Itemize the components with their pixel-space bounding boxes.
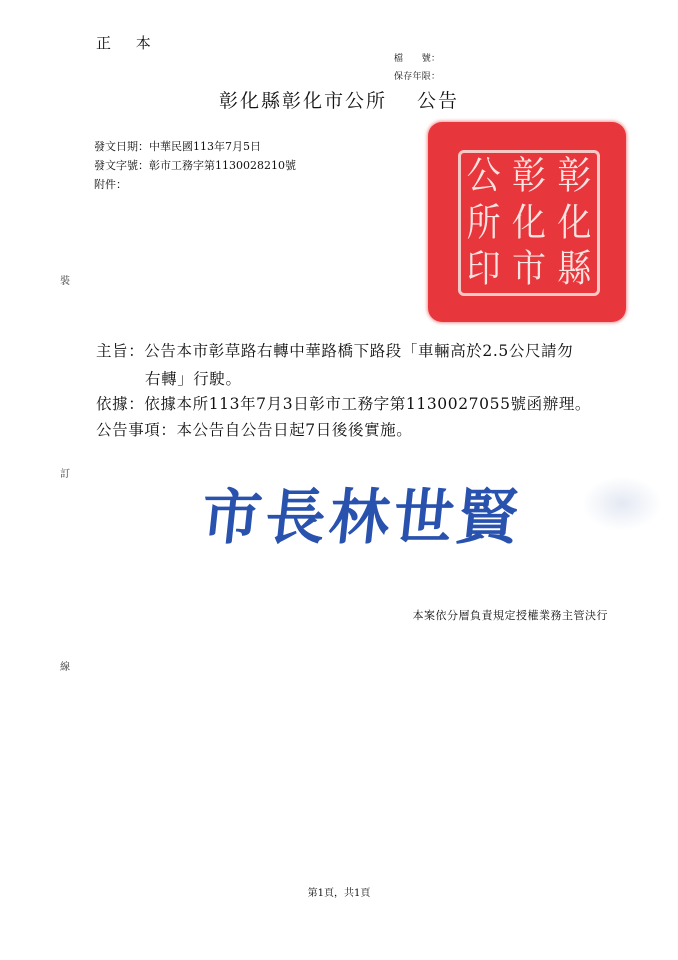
seal-char: 公 xyxy=(466,153,501,199)
subject-line-2: 右轉」行駛。 xyxy=(145,370,242,388)
reference-value: 彰市工務字第1130028210號 xyxy=(149,159,296,172)
subject-line-1: 主旨：公告本市彰草路右轉中華路橋下路段「車輛高於2.5公尺請勿 xyxy=(96,342,574,360)
delegation-note: 本案依分層負責規定授權業務主管決行 xyxy=(412,609,608,622)
binding-mark-bottom: 線 xyxy=(60,662,70,673)
seal-char: 化 xyxy=(512,200,546,246)
attachment-label: 附件： xyxy=(94,178,127,191)
issuing-org: 彰化縣彰化市公所 xyxy=(218,90,387,112)
faint-stamp-mark xyxy=(582,476,662,531)
seal-char: 印 xyxy=(466,247,501,293)
issue-date-value: 中華民國113年7月5日 xyxy=(149,140,261,153)
seal-char: 所 xyxy=(466,200,501,246)
file-number-label: 檔 號： xyxy=(394,54,440,64)
document-title xyxy=(0,86,678,113)
copy-mark: 正 本 xyxy=(96,34,161,52)
archive-info xyxy=(394,50,440,86)
seal-char: 縣 xyxy=(557,247,592,293)
mayor-signature-stamp: 市長林世賢 xyxy=(197,483,526,553)
reference-label: 發文字號： xyxy=(94,159,149,172)
document-meta xyxy=(94,137,296,194)
seal-inscription xyxy=(458,150,600,296)
seal-char: 彰 xyxy=(512,153,546,199)
retention-label: 保存年限： xyxy=(394,72,440,82)
basis-line: 依據：依據本所113年7月3日彰市工務字第1130027055號函辦理。 xyxy=(96,395,592,413)
reference-row xyxy=(94,156,296,175)
seal-char: 市 xyxy=(512,247,546,293)
document-type: 公告 xyxy=(417,90,460,112)
issue-date-row xyxy=(94,137,296,156)
seal-char: 化 xyxy=(557,200,592,246)
page-number: 第1頁，共1頁 xyxy=(307,888,371,899)
binding-mark-top: 裝 xyxy=(60,276,70,287)
issue-date-label: 發文日期： xyxy=(94,140,149,153)
binding-mark-middle: 訂 xyxy=(60,469,70,480)
attachment-row xyxy=(94,175,296,194)
official-seal xyxy=(428,122,626,322)
announcement-items-line: 公告事項：本公告自公告日起7日後後實施。 xyxy=(96,421,413,439)
seal-char: 彰 xyxy=(557,153,592,199)
